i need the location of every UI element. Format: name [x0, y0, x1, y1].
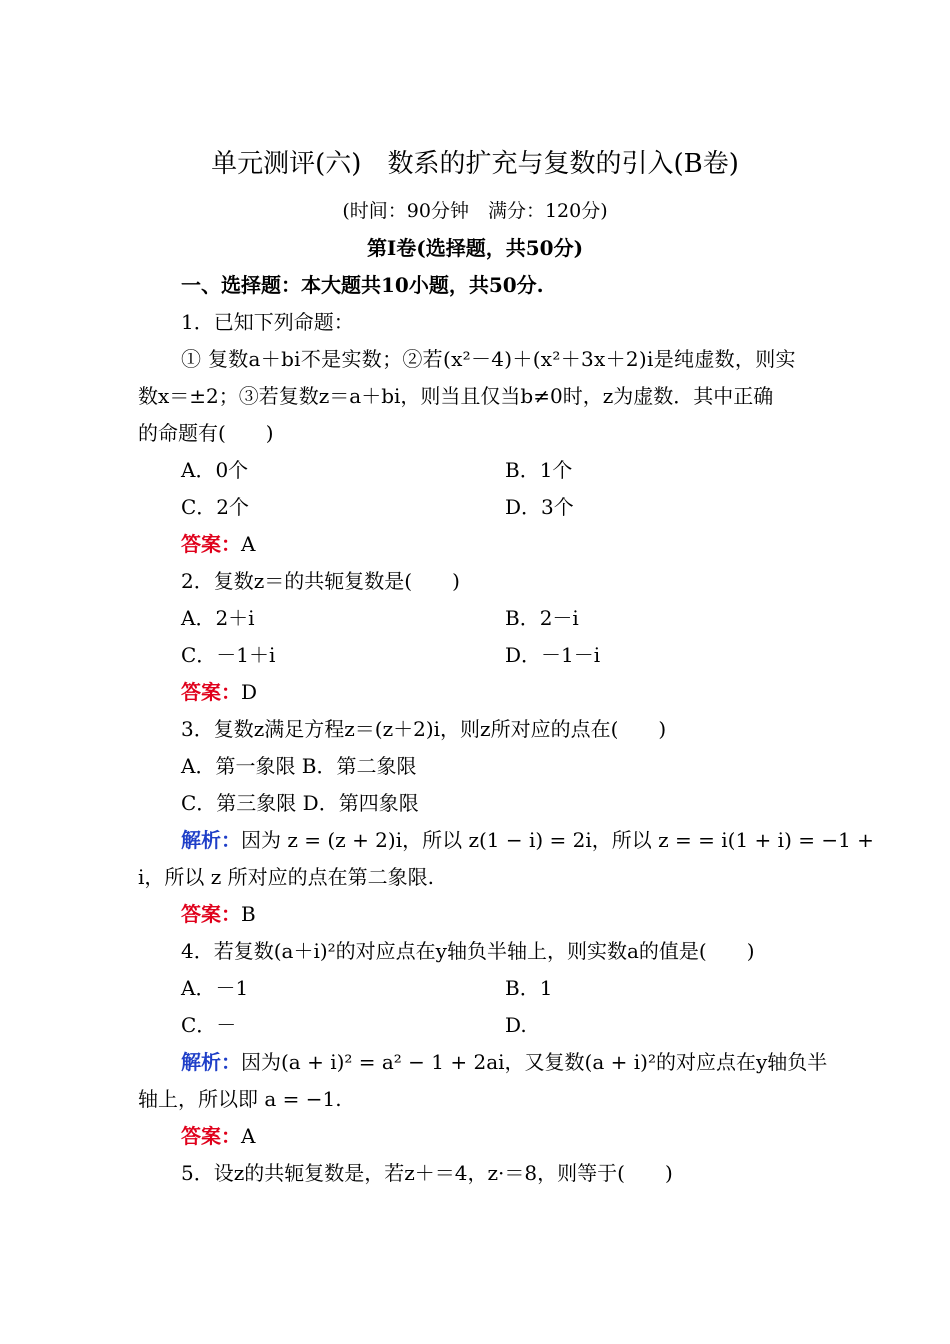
section-heading: 一、选择题：本大题共10小题，共50分. [181, 273, 544, 297]
q1-answer-value: A [241, 532, 256, 556]
q1-option-b: B．1个 [505, 458, 573, 482]
q4-options-row2 [181, 1012, 861, 1038]
q1-option-a: A．0个 [181, 458, 249, 482]
q2-option-b: B．2－i [505, 606, 579, 630]
q1-stem: 1．已知下列命题： [181, 310, 354, 334]
q2-option-a: A．2＋i [181, 606, 255, 630]
q5-stem: 5．设z的共轭复数是，若z＋＝4，z·＝8，则等于( ) [181, 1161, 673, 1185]
q1-options-row1 [181, 457, 861, 483]
q2-answer-value: D [241, 680, 258, 704]
q4-options-row1 [181, 975, 861, 1001]
q3-analysis [181, 827, 874, 853]
q3-answer-value: B [241, 902, 256, 926]
analysis-label: 解析： [181, 1050, 241, 1074]
q4-stem: 4．若复数(a＋i)²的对应点在y轴负半轴上，则实数a的值是( ) [181, 939, 755, 963]
q3-options-ab: A．第一象限 B．第二象限 [181, 754, 417, 778]
q4-analysis [181, 1049, 861, 1075]
q2-options-row2 [181, 642, 861, 668]
q4-option-d: D. [505, 1013, 527, 1037]
q2-stem: 2．复数z＝的共轭复数是( ) [181, 569, 460, 593]
time-info: (时间：90分钟 满分：120分) [342, 200, 608, 222]
q1-line1: ① 复数a＋bi不是实数；②若(x²－4)＋(x²＋3x＋2)i是纯虚数，则实 [181, 347, 796, 371]
q4-answer [181, 1123, 861, 1149]
page-title: 单元测评(六) 数系的扩充与复数的引入(B卷) [211, 149, 739, 179]
analysis-label: 解析： [181, 828, 241, 852]
q1-option-d: D．3个 [505, 495, 574, 519]
q1-answer [181, 531, 861, 557]
q1-line3: 的命题有( ) [138, 421, 274, 445]
q2-options-row1 [181, 605, 861, 631]
answer-label: 答案： [181, 902, 241, 926]
q1-line2: 数x＝±2；③若复数z＝a＋bi，则当且仅当b≠0时，z为虚数．其中正确 [138, 384, 774, 408]
q3-analysis-line1: 因为 z = (z + 2)i，所以 z(1 − i) = 2i，所以 z = = i(1 + i) = −1 + [241, 828, 874, 852]
q1-options-row2 [181, 494, 861, 520]
q4-analysis-line1: 因为(a + i)² = a² − 1 + 2ai，又复数(a + i)²的对应点在y轴负半 [241, 1050, 828, 1074]
q2-answer [181, 679, 861, 705]
q3-answer [181, 901, 861, 927]
answer-label: 答案： [181, 680, 241, 704]
q4-option-c: C．－ [181, 1013, 237, 1037]
q4-option-a: A．－1 [181, 976, 249, 1000]
q3-stem: 3．复数z满足方程z＝(z＋2)i，则z所对应的点在( ) [181, 717, 667, 741]
q4-analysis-line2: 轴上，所以即 a = −1. [138, 1087, 342, 1111]
part-heading: 第Ⅰ卷(选择题，共50分) [366, 236, 584, 260]
q4-option-b: B．1 [505, 976, 553, 1000]
q1-option-c: C．2个 [181, 495, 250, 519]
q4-answer-value: A [241, 1124, 256, 1148]
q2-option-d: D．－1－i [505, 643, 601, 667]
q3-options-cd: C．第三象限 D．第四象限 [181, 791, 419, 815]
q2-option-c: C．－1＋i [181, 643, 276, 667]
answer-label: 答案： [181, 532, 241, 556]
answer-label: 答案： [181, 1124, 241, 1148]
q3-analysis-line2: i，所以 z 所对应的点在第二象限. [138, 865, 435, 889]
